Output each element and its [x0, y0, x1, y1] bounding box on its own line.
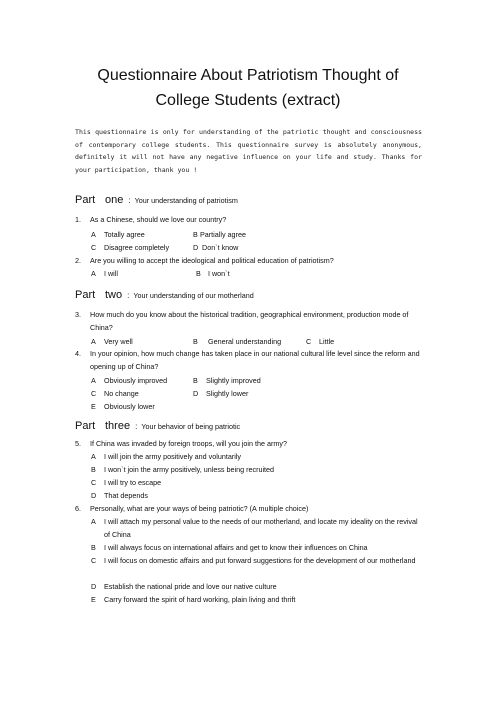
option-text[interactable]: Totally agree — [104, 230, 145, 239]
option-row[interactable] — [91, 490, 96, 502]
part-one-heading — [75, 193, 238, 208]
question-1 — [75, 214, 425, 227]
question-4 — [75, 348, 425, 374]
option-text[interactable]: I won`t — [208, 269, 230, 278]
option-letter: B — [91, 465, 96, 474]
option-letter: D — [193, 389, 199, 398]
option-letter: D — [91, 491, 97, 500]
option-letter: A — [91, 452, 96, 461]
option-row[interactable] — [91, 388, 96, 400]
option-row[interactable] — [91, 594, 424, 607]
part-number: one — [105, 194, 124, 206]
option-text[interactable]: General understanding — [208, 337, 282, 346]
option-letter: D — [91, 582, 97, 591]
option-text: I will always focus on international affairs and get to know their influences on China — [104, 543, 368, 552]
part-two-heading — [75, 288, 254, 303]
option-row[interactable] — [91, 401, 96, 413]
question-number: 3. — [75, 310, 81, 319]
option-row[interactable] — [193, 242, 198, 254]
question-text: As a Chinese, should we love our country? — [90, 215, 227, 224]
option-row[interactable] — [91, 477, 96, 489]
option-row[interactable] — [306, 336, 311, 348]
option-text[interactable]: Obviously lower — [104, 402, 155, 411]
option-letter: E — [91, 402, 96, 411]
option-text[interactable]: That depends — [104, 491, 148, 500]
option-row[interactable] — [193, 229, 198, 241]
option-letter: A — [91, 376, 96, 385]
question-6 — [75, 503, 425, 516]
part-word: Part — [75, 420, 96, 432]
part-colon: : — [135, 422, 138, 431]
option-letter: E — [91, 595, 96, 604]
option-row[interactable] — [91, 464, 96, 476]
question-number: 6. — [75, 504, 81, 513]
part-title: Your understanding of our motherland — [133, 291, 254, 300]
option-row[interactable] — [91, 242, 96, 254]
option-letter: A — [91, 517, 96, 526]
question-text: If China was invaded by foreign troops, will you join the army? — [90, 439, 287, 448]
question-number: 2. — [75, 256, 81, 265]
option-text[interactable]: I will — [104, 269, 118, 278]
part-word: Part — [75, 289, 96, 301]
part-title: Your understanding of patriotism — [134, 196, 238, 205]
part-colon: : — [127, 291, 130, 300]
option-text[interactable]: I will try to escape — [104, 478, 162, 487]
question-number: 5. — [75, 439, 81, 448]
option-text[interactable]: No change — [104, 389, 139, 398]
option-letter: B — [193, 230, 198, 239]
option-letter: B — [196, 269, 201, 278]
question-5 — [75, 438, 425, 451]
option-row[interactable] — [91, 268, 96, 280]
option-row[interactable] — [91, 516, 424, 542]
option-row[interactable] — [91, 542, 424, 555]
option-letter: D — [193, 243, 199, 252]
part-number: three — [105, 420, 131, 432]
option-letter: B — [193, 337, 198, 346]
option-text[interactable]: Very well — [104, 337, 133, 346]
option-letter: C — [91, 478, 97, 487]
intro-paragraph: This questionnaire is only for understanding of the patriotic thought and consciousness of contemporary college students. This questionnaire survey is absolutely anonymous, definitely it will not have any negative influence on your life and study. Thanks for your participation, thank you ! — [75, 128, 422, 174]
option-text: Establish the national pride and love our native culture — [104, 582, 277, 591]
option-letter: C — [91, 556, 97, 565]
option-text: Carry forward the spirit of hard working, plain living and thrift — [104, 595, 296, 604]
question-3 — [75, 309, 425, 335]
option-letter: A — [91, 269, 96, 278]
question-number: 1. — [75, 215, 81, 224]
option-row[interactable] — [193, 336, 198, 348]
option-row[interactable] — [91, 375, 96, 387]
option-text[interactable]: Don`t know — [202, 243, 239, 252]
option-text[interactable]: Slightly improved — [206, 376, 261, 385]
option-row[interactable] — [91, 555, 424, 581]
option-row[interactable] — [91, 451, 96, 463]
part-three-heading — [75, 419, 240, 434]
question-2 — [75, 255, 425, 268]
question-text: Personally, what are your ways of being patriotic? (A multiple choice) — [90, 504, 309, 513]
option-row[interactable] — [196, 268, 201, 280]
option-letter: C — [306, 337, 312, 346]
option-letter: C — [91, 243, 97, 252]
part-number: two — [105, 289, 123, 301]
option-text[interactable]: Slightly lower — [206, 389, 249, 398]
option-row[interactable] — [91, 336, 96, 348]
part-colon: : — [128, 196, 131, 205]
option-text[interactable]: I won`t join the army positively, unless being recruited — [104, 465, 275, 474]
question-text: How much do you know about the historical tradition, geographical environment, production mode of China? — [90, 310, 409, 332]
option-text[interactable]: Partially agree — [200, 230, 246, 239]
option-row[interactable] — [193, 375, 198, 387]
option-text[interactable]: I will join the army positively and voluntarily — [104, 452, 242, 461]
option-letter: B — [193, 376, 198, 385]
part-title: Your behavior of being patriotic — [141, 422, 241, 431]
option-text[interactable]: Obviously improved — [104, 376, 168, 385]
option-text: I will attach my personal value to the needs of our motherland, and locate my ideality on the revival of China — [104, 517, 418, 539]
option-row[interactable] — [193, 388, 198, 400]
document-title-line-2: College Students (extract) — [155, 92, 341, 109]
question-text: Are you willing to accept the ideological and political education of patriotism? — [90, 256, 334, 265]
question-number: 4. — [75, 349, 81, 358]
option-text: I will focus on domestic affairs and put forward suggestions for the development of our motherland — [104, 556, 416, 565]
option-text[interactable]: Disagree completely — [104, 243, 170, 252]
part-word: Part — [75, 194, 96, 206]
option-letter: C — [91, 389, 97, 398]
option-letter: B — [91, 543, 96, 552]
option-letter: A — [91, 337, 96, 346]
document-title-line-1: Questionnaire About Patriotism Thought of — [97, 67, 399, 84]
question-text: In your opinion, how much change has taken place in our national cultural life level since the reform and opening up of China? — [90, 349, 420, 371]
option-row[interactable] — [91, 581, 424, 594]
option-row[interactable] — [91, 229, 96, 241]
option-text[interactable]: Little — [319, 337, 335, 346]
option-letter: A — [91, 230, 96, 239]
